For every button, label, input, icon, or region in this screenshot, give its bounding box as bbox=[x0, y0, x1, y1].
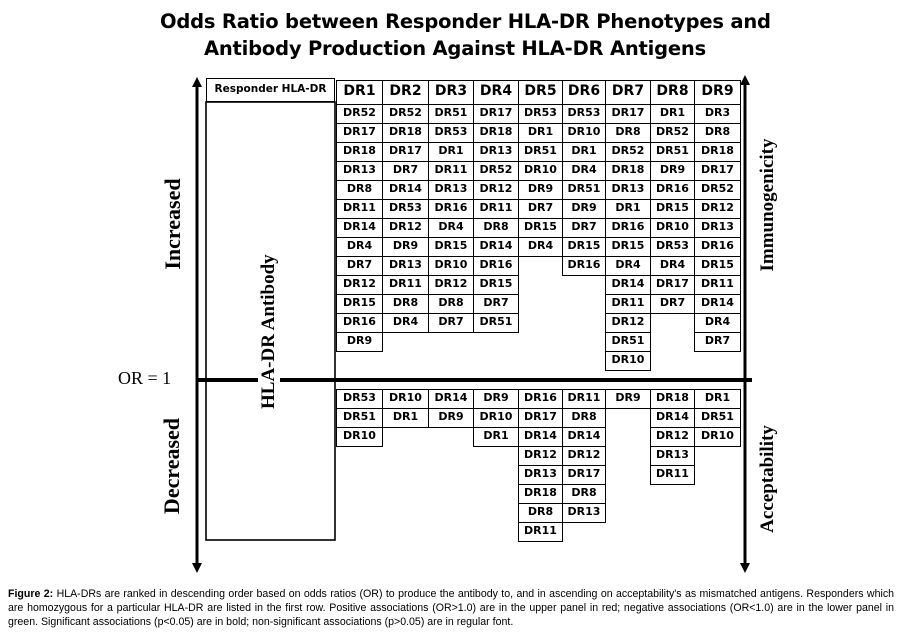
upper-cell: DR52 bbox=[694, 180, 741, 200]
lower-cell: DR10 bbox=[336, 427, 383, 447]
upper-cell: DR8 bbox=[336, 180, 383, 200]
upper-cell: DR14 bbox=[473, 237, 519, 257]
acceptability-label: Acceptability bbox=[757, 414, 779, 544]
hla-dr-antibody-label: HLA-DR Antibody bbox=[258, 254, 279, 409]
upper-cell: DR17 bbox=[473, 104, 519, 124]
upper-cell: DR11 bbox=[428, 161, 474, 181]
upper-cell: DR53 bbox=[518, 104, 563, 124]
upper-cell: DR16 bbox=[650, 180, 695, 200]
lower-cell: DR10 bbox=[694, 427, 741, 447]
upper-cell: DR17 bbox=[336, 123, 383, 143]
upper-cell: DR12 bbox=[336, 275, 383, 295]
lower-cell: DR14 bbox=[650, 408, 695, 428]
upper-cell: DR4 bbox=[518, 237, 563, 257]
upper-cell: DR51 bbox=[605, 332, 651, 352]
lower-cell: DR12 bbox=[650, 427, 695, 447]
upper-cell: DR16 bbox=[694, 237, 741, 257]
upper-cell: DR18 bbox=[336, 142, 383, 162]
column-header-dr6: DR6 bbox=[562, 80, 606, 105]
lower-cell: DR17 bbox=[562, 465, 606, 485]
title-line-1: Odds Ratio between Responder HLA-DR Phenotypes and bbox=[160, 10, 771, 33]
upper-cell: DR53 bbox=[562, 104, 606, 124]
upper-cell: DR4 bbox=[605, 256, 651, 276]
upper-cell: DR13 bbox=[605, 180, 651, 200]
upper-cell: DR14 bbox=[382, 180, 429, 200]
lower-cell: DR11 bbox=[562, 389, 606, 409]
lower-cell: DR51 bbox=[336, 408, 383, 428]
decreased-label: Decreased bbox=[159, 417, 184, 515]
upper-cell: DR51 bbox=[650, 142, 695, 162]
upper-cell: DR7 bbox=[650, 294, 695, 314]
upper-cell: DR16 bbox=[562, 256, 606, 276]
upper-cell: DR4 bbox=[694, 313, 741, 333]
upper-cell: DR15 bbox=[518, 218, 563, 238]
lower-cell: DR18 bbox=[650, 389, 695, 409]
lower-cell: DR9 bbox=[605, 389, 651, 409]
column-header-dr9: DR9 bbox=[694, 80, 741, 105]
immunogenicity-label: Immunogenicity bbox=[757, 130, 779, 280]
upper-cell: DR52 bbox=[605, 142, 651, 162]
upper-cell: DR9 bbox=[518, 180, 563, 200]
upper-cell: DR18 bbox=[694, 142, 741, 162]
upper-cell: DR53 bbox=[428, 123, 474, 143]
upper-cell: DR13 bbox=[694, 218, 741, 238]
upper-cell: DR7 bbox=[694, 332, 741, 352]
lower-cell: DR12 bbox=[562, 446, 606, 466]
upper-cell: DR7 bbox=[562, 218, 606, 238]
lower-cell: DR53 bbox=[336, 389, 383, 409]
upper-cell: DR18 bbox=[605, 161, 651, 181]
upper-cell: DR4 bbox=[562, 161, 606, 181]
upper-cell: DR10 bbox=[428, 256, 474, 276]
upper-cell: DR10 bbox=[518, 161, 563, 181]
upper-cell: DR13 bbox=[382, 256, 429, 276]
lower-cell: DR51 bbox=[694, 408, 741, 428]
upper-cell: DR9 bbox=[650, 161, 695, 181]
upper-cell: DR16 bbox=[605, 218, 651, 238]
upper-cell: DR52 bbox=[650, 123, 695, 143]
or-equals-one-label: OR = 1 bbox=[118, 368, 172, 388]
upper-cell: DR4 bbox=[428, 218, 474, 238]
lower-cell: DR1 bbox=[694, 389, 741, 409]
upper-cell: DR11 bbox=[336, 199, 383, 219]
lower-cell: DR10 bbox=[382, 389, 429, 409]
upper-cell: DR15 bbox=[473, 275, 519, 295]
upper-cell: DR7 bbox=[336, 256, 383, 276]
upper-cell: DR1 bbox=[518, 123, 563, 143]
upper-cell: DR17 bbox=[694, 161, 741, 181]
upper-cell: DR8 bbox=[473, 218, 519, 238]
upper-cell: DR12 bbox=[605, 313, 651, 333]
upper-cell: DR7 bbox=[382, 161, 429, 181]
lower-cell: DR1 bbox=[382, 408, 429, 428]
upper-cell: DR7 bbox=[473, 294, 519, 314]
lower-cell: DR14 bbox=[428, 389, 474, 409]
upper-cell: DR16 bbox=[428, 199, 474, 219]
upper-cell: DR18 bbox=[473, 123, 519, 143]
upper-cell: DR14 bbox=[694, 294, 741, 314]
upper-cell: DR12 bbox=[694, 199, 741, 219]
upper-cell: DR15 bbox=[605, 237, 651, 257]
upper-cell: DR10 bbox=[650, 218, 695, 238]
upper-cell: DR12 bbox=[473, 180, 519, 200]
lower-cell: DR8 bbox=[518, 503, 563, 523]
upper-cell: DR7 bbox=[518, 199, 563, 219]
caption-text: HLA-DRs are ranked in descending order based on odds ratios (OR) to produce the antibody to, and in ascending on acceptability's as mismatched antigens. Responders which are homozygous for a particular HLA-DR are listed in the first row. Positive associations (OR>1.0) are in the upper panel in red; negative associations (OR<1.0) are in the lower panel in green. Significant associations (p<0.05) are in bold; non-significant associations (p>0.05) are in regular font. bbox=[8, 588, 895, 629]
column-header-dr3: DR3 bbox=[428, 80, 474, 105]
upper-cell: DR11 bbox=[694, 275, 741, 295]
upper-cell: DR17 bbox=[605, 104, 651, 124]
upper-cell: DR52 bbox=[336, 104, 383, 124]
lower-cell: DR18 bbox=[518, 484, 563, 504]
lower-cell: DR13 bbox=[518, 465, 563, 485]
upper-cell: DR8 bbox=[428, 294, 474, 314]
upper-cell: DR12 bbox=[428, 275, 474, 295]
upper-cell: DR53 bbox=[650, 237, 695, 257]
lower-cell: DR9 bbox=[473, 389, 519, 409]
lower-cell: DR11 bbox=[518, 522, 563, 542]
upper-cell: DR1 bbox=[650, 104, 695, 124]
upper-cell: DR1 bbox=[428, 142, 474, 162]
figure-title bbox=[160, 8, 771, 62]
figure-caption bbox=[8, 587, 894, 630]
upper-cell: DR1 bbox=[562, 142, 606, 162]
lower-cell: DR12 bbox=[518, 446, 563, 466]
upper-cell: DR17 bbox=[382, 142, 429, 162]
upper-cell: DR15 bbox=[562, 237, 606, 257]
column-header-dr2: DR2 bbox=[382, 80, 429, 105]
upper-cell: DR11 bbox=[382, 275, 429, 295]
upper-cell: DR11 bbox=[473, 199, 519, 219]
lower-cell: DR16 bbox=[518, 389, 563, 409]
upper-cell: DR15 bbox=[428, 237, 474, 257]
upper-cell: DR52 bbox=[473, 161, 519, 181]
lower-cell: DR13 bbox=[650, 446, 695, 466]
upper-cell: DR13 bbox=[428, 180, 474, 200]
upper-cell: DR9 bbox=[382, 237, 429, 257]
upper-cell: DR4 bbox=[650, 256, 695, 276]
lower-cell: DR14 bbox=[518, 427, 563, 447]
lower-cell: DR14 bbox=[562, 427, 606, 447]
column-header-dr4: DR4 bbox=[473, 80, 519, 105]
lower-cell: DR11 bbox=[650, 465, 695, 485]
upper-cell: DR14 bbox=[336, 218, 383, 238]
lower-cell: DR8 bbox=[562, 484, 606, 504]
column-header-dr8: DR8 bbox=[650, 80, 695, 105]
upper-cell: DR51 bbox=[518, 142, 563, 162]
upper-cell: DR10 bbox=[605, 351, 651, 371]
upper-cell: DR15 bbox=[336, 294, 383, 314]
upper-cell: DR9 bbox=[562, 199, 606, 219]
upper-cell: DR11 bbox=[605, 294, 651, 314]
upper-cell: DR8 bbox=[605, 123, 651, 143]
lower-cell: DR13 bbox=[562, 503, 606, 523]
upper-cell: DR9 bbox=[336, 332, 383, 352]
upper-cell: DR4 bbox=[382, 313, 429, 333]
lower-cell: DR10 bbox=[473, 408, 519, 428]
increased-label: Increased bbox=[160, 178, 185, 270]
upper-cell: DR1 bbox=[605, 199, 651, 219]
upper-cell: DR3 bbox=[694, 104, 741, 124]
lower-cell: DR8 bbox=[562, 408, 606, 428]
upper-cell: DR18 bbox=[382, 123, 429, 143]
upper-cell: DR8 bbox=[694, 123, 741, 143]
upper-cell: DR12 bbox=[382, 218, 429, 238]
upper-cell: DR51 bbox=[562, 180, 606, 200]
lower-cell: DR1 bbox=[473, 427, 519, 447]
upper-cell: DR13 bbox=[473, 142, 519, 162]
upper-cell: DR51 bbox=[428, 104, 474, 124]
column-header-dr1: DR1 bbox=[336, 80, 383, 105]
upper-cell: DR13 bbox=[336, 161, 383, 181]
upper-cell: DR52 bbox=[382, 104, 429, 124]
upper-cell: DR16 bbox=[473, 256, 519, 276]
upper-cell: DR51 bbox=[473, 313, 519, 333]
upper-cell: DR15 bbox=[650, 199, 695, 219]
caption-label: Figure 2: bbox=[8, 588, 54, 600]
column-header-dr5: DR5 bbox=[518, 80, 563, 105]
upper-cell: DR10 bbox=[562, 123, 606, 143]
upper-cell: DR17 bbox=[650, 275, 695, 295]
upper-cell: DR15 bbox=[694, 256, 741, 276]
lower-cell: DR9 bbox=[428, 408, 474, 428]
responder-hla-dr-label: Responder HLA-DR bbox=[206, 78, 335, 102]
upper-cell: DR4 bbox=[336, 237, 383, 257]
upper-cell: DR7 bbox=[428, 313, 474, 333]
lower-cell: DR17 bbox=[518, 408, 563, 428]
upper-cell: DR16 bbox=[336, 313, 383, 333]
upper-cell: DR53 bbox=[382, 199, 429, 219]
upper-cell: DR8 bbox=[382, 294, 429, 314]
upper-cell: DR14 bbox=[605, 275, 651, 295]
column-header-dr7: DR7 bbox=[605, 80, 651, 105]
title-line-2: Antibody Production Against HLA-DR Antigens bbox=[203, 37, 707, 60]
